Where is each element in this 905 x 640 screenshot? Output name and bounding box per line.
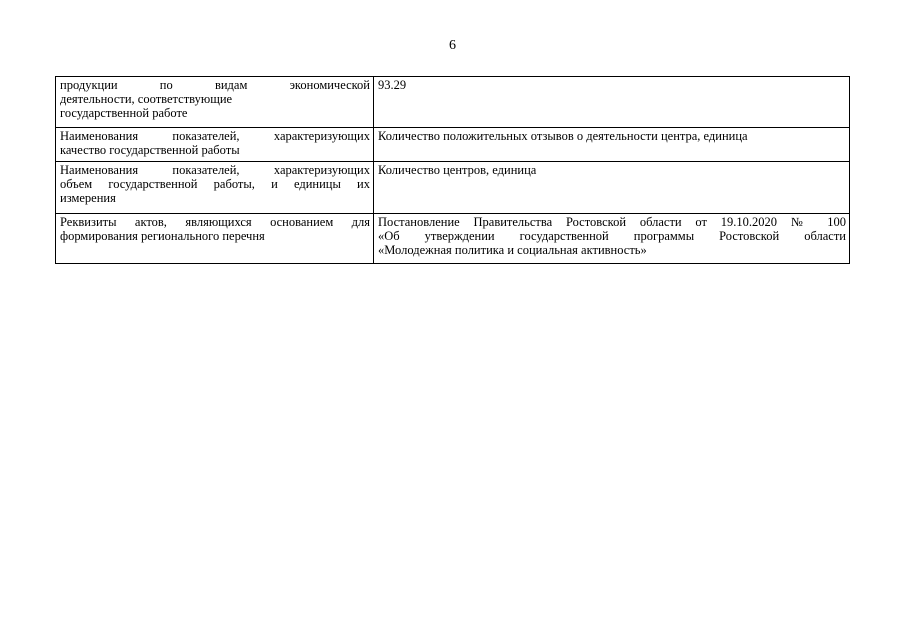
label-line: Реквизиты актов, являющихся основанием для <box>60 215 370 229</box>
label-line: формирования регионального перечня <box>60 229 265 243</box>
document-table <box>55 76 850 264</box>
row-value <box>374 128 850 162</box>
row-label <box>56 128 374 162</box>
value-line: «Молодежная политика и социальная активность» <box>378 243 647 257</box>
label-line: деятельности, соответствующие <box>60 92 233 106</box>
label-line: объем государственной работы, и единицы их <box>60 177 370 191</box>
value-line: Количество центров, единица <box>378 163 537 177</box>
label-line: Наименования показателей, характеризующих <box>60 163 370 177</box>
row-value <box>374 214 850 264</box>
table-row <box>56 77 850 128</box>
value-line: 93.29 <box>378 78 407 92</box>
label-line: государственной работе <box>60 106 188 120</box>
table-row <box>56 162 850 214</box>
row-value <box>374 77 850 128</box>
page-number: 6 <box>449 38 456 53</box>
label-line: качество государственной работы <box>60 143 240 157</box>
label-line: Наименования показателей, характеризующих <box>60 129 370 143</box>
value-line: Постановление Правительства Ростовской области от 19.10.2020 № 100 <box>378 215 846 229</box>
row-value <box>374 162 850 214</box>
row-label <box>56 162 374 214</box>
value-line: «Об утверждении государственной программы Ростовской области <box>378 229 846 243</box>
table-row <box>56 214 850 264</box>
row-label <box>56 77 374 128</box>
label-line: продукции по видам экономической <box>60 78 370 92</box>
row-label <box>56 214 374 264</box>
table-row <box>56 128 850 162</box>
value-line: Количество положительных отзывов о деятельности центра, единица <box>378 129 748 143</box>
label-line: измерения <box>60 191 116 205</box>
